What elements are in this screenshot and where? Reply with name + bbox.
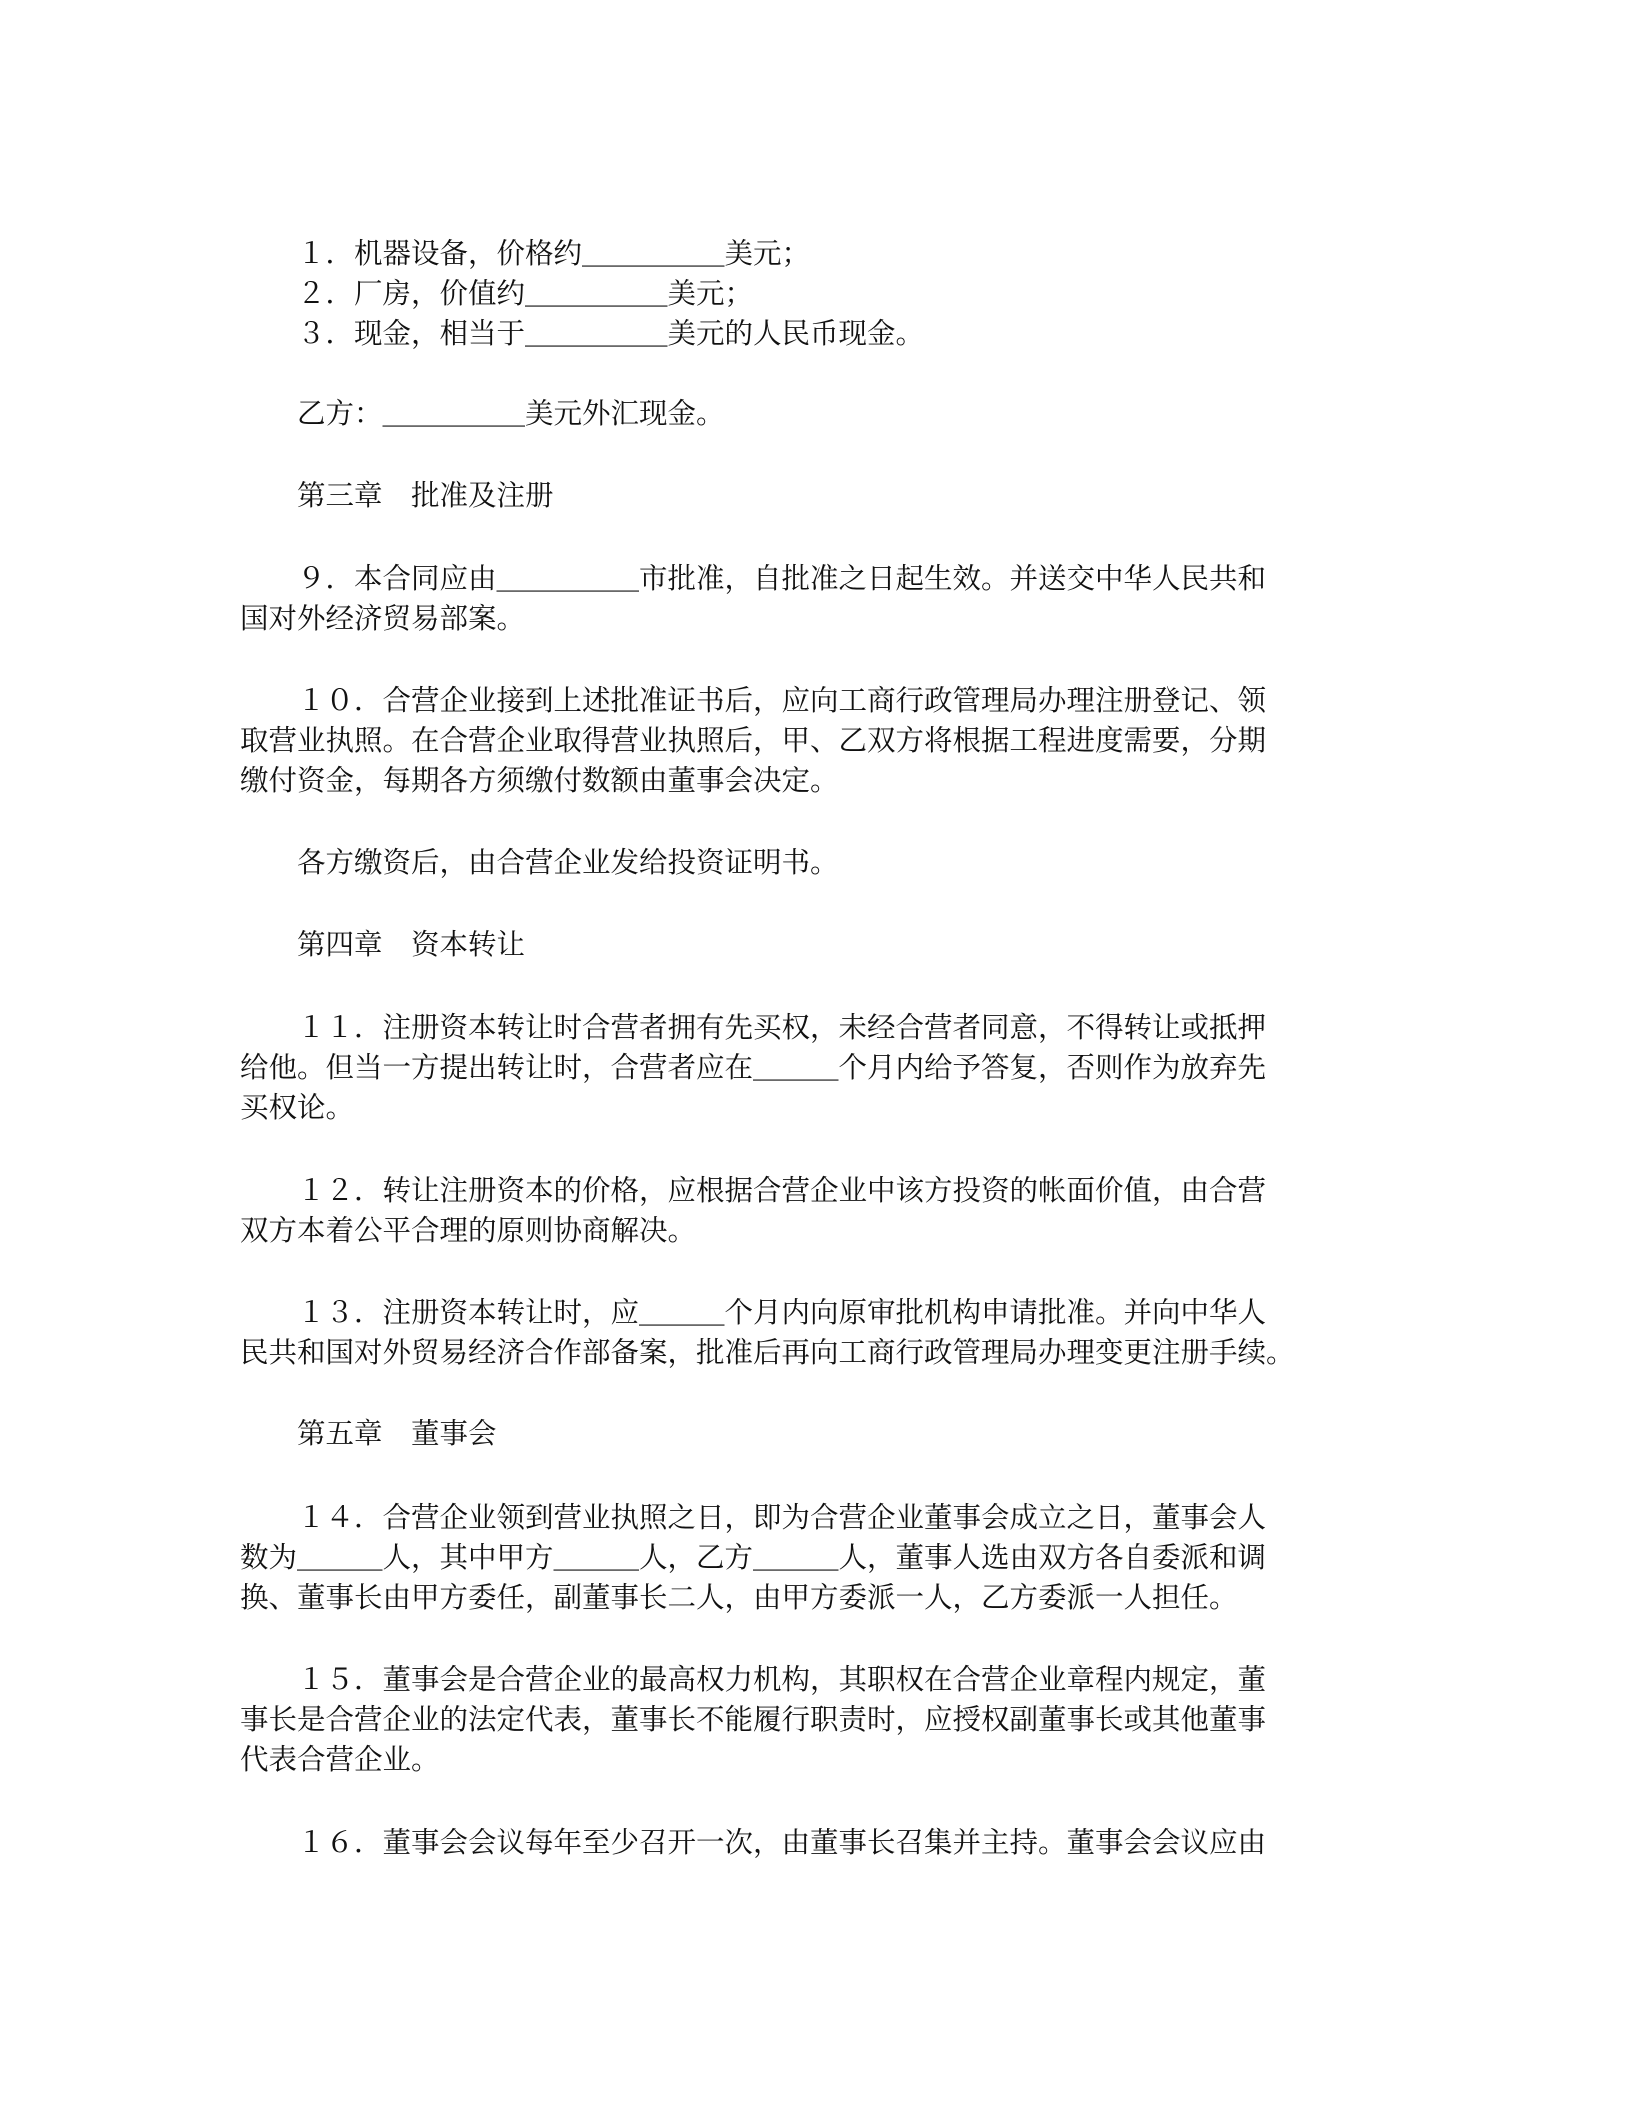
text-line-24: １５．董事会是合营企业的最高权力机构，其职权在合营企业章程内规定，董 <box>240 1663 1267 1696</box>
chapter-heading-3: 第三章 批准及注册 <box>240 479 554 512</box>
text-line-11: 各方缴资后，由合营企业发给投资证明书。 <box>240 846 839 879</box>
text-line-4: 乙方：＿＿＿＿＿美元外汇现金。 <box>240 397 725 430</box>
text-line-3: ３．现金，相当于＿＿＿＿＿美元的人民币现金。 <box>240 317 925 350</box>
chapter-heading-4: 第四章 资本转让 <box>240 928 526 961</box>
text-line-27: １６．董事会会议每年至少召开一次，由董事长召集并主持。董事会会议应由 <box>240 1826 1267 1859</box>
chapter-heading-5: 第五章 董事会 <box>240 1417 497 1450</box>
text-line-22: 数为＿＿＿人，其中甲方＿＿＿人，乙方＿＿＿人，董事人选由双方各自委派和调 <box>240 1541 1267 1574</box>
text-line-17: 双方本着公平合理的原则协商解决。 <box>240 1214 697 1247</box>
text-line-19: 民共和国对外贸易经济合作部备案，批准后再向工商行政管理局办理变更注册手续。 <box>240 1336 1295 1369</box>
text-line-18: １３．注册资本转让时，应＿＿＿个月内向原审批机构申请批准。并向中华人 <box>240 1296 1267 1329</box>
text-line-8: １０．合营企业接到上述批准证书后，应向工商行政管理局办理注册登记、领 <box>240 684 1267 717</box>
text-line-16: １２．转让注册资本的价格，应根据合营企业中该方投资的帐面价值，由合营 <box>240 1174 1267 1207</box>
text-line-2: ２．厂房，价值约＿＿＿＿＿美元； <box>240 277 754 310</box>
text-line-9: 取营业执照。在合营企业取得营业执照后，甲、乙双方将根据工程进度需要，分期 <box>240 724 1267 757</box>
text-line-21: １４．合营企业领到营业执照之日，即为合营企业董事会成立之日，董事会人 <box>240 1501 1267 1534</box>
text-line-7: 国对外经济贸易部案。 <box>240 602 526 635</box>
text-line-10: 缴付资金，每期各方须缴付数额由董事会决定。 <box>240 764 839 797</box>
text-line-1: １．机器设备，价格约＿＿＿＿＿美元； <box>240 237 811 270</box>
text-line-25: 事长是合营企业的法定代表，董事长不能履行职责时，应授权副董事长或其他董事 <box>240 1703 1267 1736</box>
text-line-14: 给他。但当一方提出转让时，合营者应在＿＿＿个月内给予答复，否则作为放弃先 <box>240 1051 1267 1084</box>
text-line-13: １１．注册资本转让时合营者拥有先买权，未经合营者同意，不得转让或抵押 <box>240 1011 1267 1044</box>
text-line-23: 换、董事长由甲方委任，副董事长二人，由甲方委派一人，乙方委派一人担任。 <box>240 1581 1238 1614</box>
text-line-15: 买权论。 <box>240 1091 355 1124</box>
text-line-26: 代表合营企业。 <box>240 1743 440 1776</box>
text-line-6: ９．本合同应由＿＿＿＿＿市批准，自批准之日起生效。并送交中华人民共和 <box>240 562 1267 595</box>
